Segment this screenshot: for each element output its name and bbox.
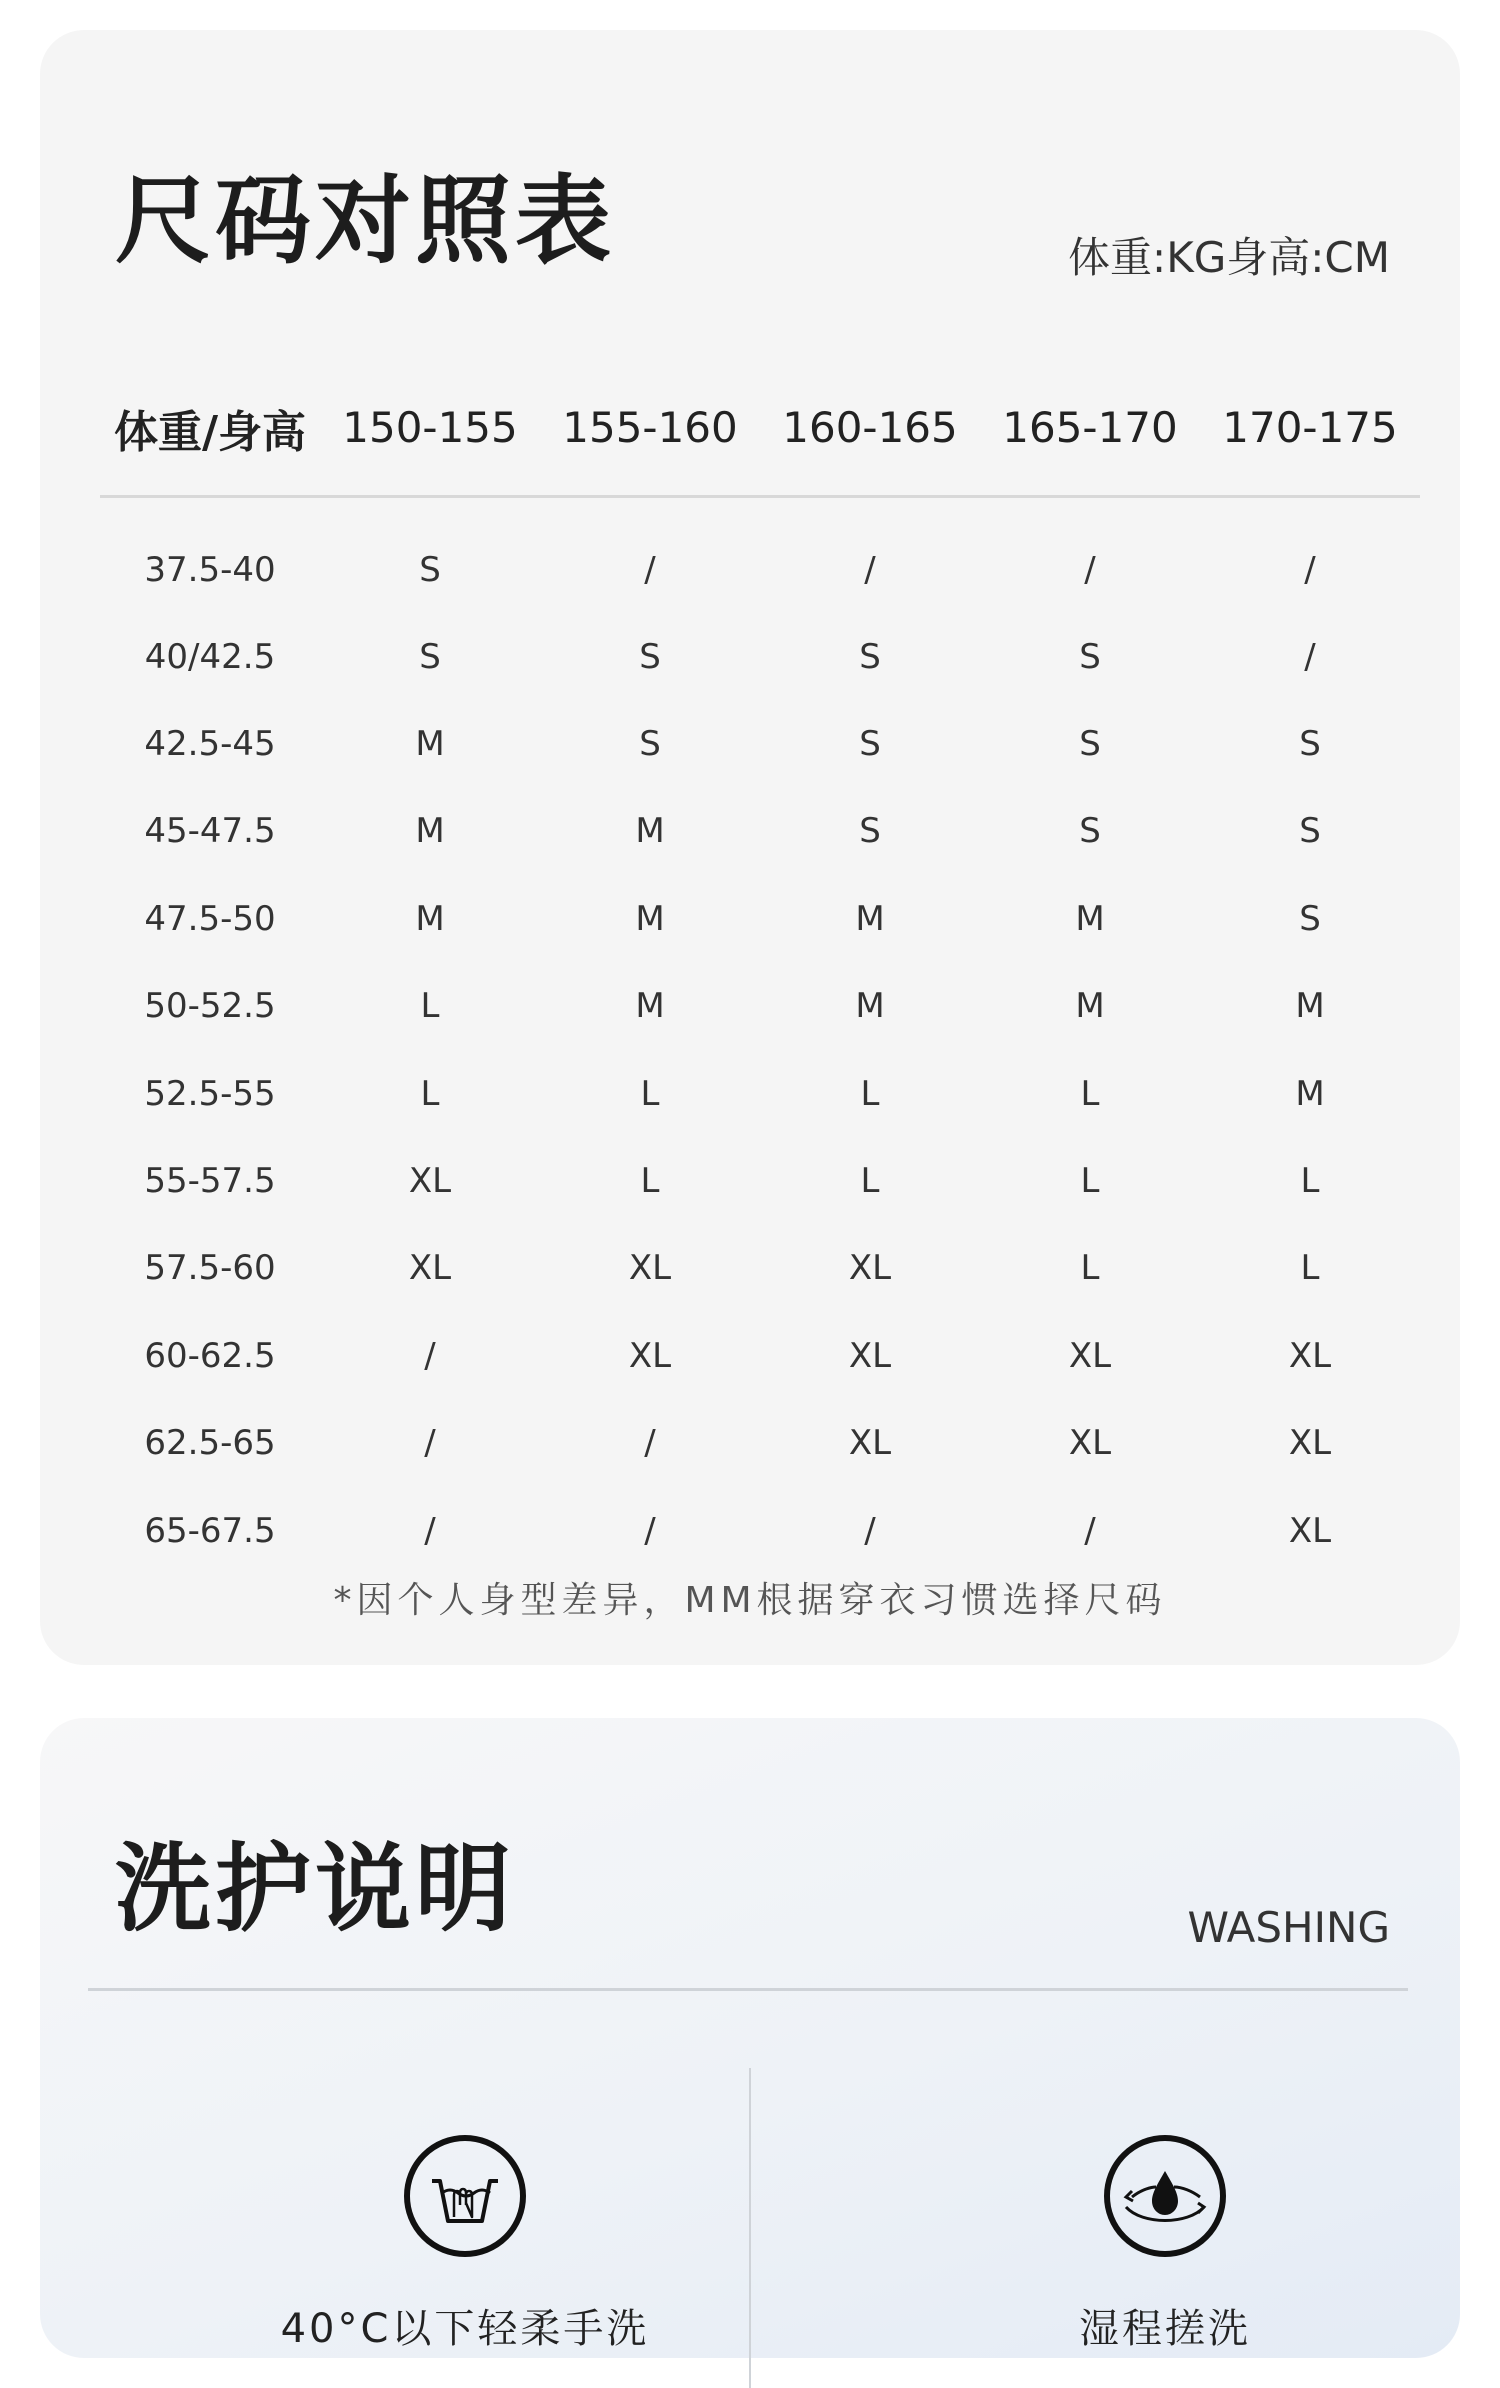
weight-cell: 62.5-65 <box>144 1423 276 1464</box>
table-row <box>100 963 1420 1050</box>
size-cell: / <box>864 1510 876 1551</box>
size-cell: M <box>415 811 445 852</box>
size-cell: L <box>860 1161 880 1202</box>
size-cell: XL <box>1288 1510 1332 1551</box>
care-item-hand-wash <box>255 2133 675 2354</box>
size-cell: XL <box>628 1335 672 1376</box>
size-cell: XL <box>408 1161 452 1202</box>
header-height-range: 155-160 <box>540 370 760 497</box>
header-height-range: 165-170 <box>980 370 1200 497</box>
size-cell: / <box>424 1510 436 1551</box>
size-cell: L <box>1080 1161 1100 1202</box>
size-cell: L <box>1300 1161 1320 1202</box>
table-row <box>100 1312 1420 1399</box>
size-cell: / <box>1084 1510 1096 1551</box>
size-cell: M <box>415 724 445 765</box>
size-cell: S <box>1299 811 1321 852</box>
weight-cell: 65-67.5 <box>144 1510 276 1551</box>
size-cell: S <box>1299 898 1321 939</box>
size-cell: XL <box>1068 1335 1112 1376</box>
weight-cell: 52.5-55 <box>144 1073 276 1114</box>
size-cell: M <box>635 811 665 852</box>
size-cell: S <box>1079 724 1101 765</box>
size-cell: S <box>419 549 441 590</box>
size-cell: XL <box>1288 1335 1332 1376</box>
size-cell: / <box>1084 549 1096 590</box>
weight-cell: 55-57.5 <box>144 1161 276 1202</box>
size-cell: S <box>639 724 661 765</box>
size-cell: M <box>1075 898 1105 939</box>
size-cell: S <box>1299 724 1321 765</box>
size-chart-card <box>40 30 1460 1665</box>
weight-cell: 57.5-60 <box>144 1248 276 1289</box>
size-cell: / <box>644 549 656 590</box>
size-cell: XL <box>1068 1423 1112 1464</box>
care-separator <box>749 2068 751 2388</box>
size-cell: / <box>644 1423 656 1464</box>
size-cell: S <box>419 636 441 677</box>
size-cell: XL <box>848 1248 892 1289</box>
size-cell: / <box>1304 549 1316 590</box>
size-cell: / <box>864 549 876 590</box>
size-cell: S <box>859 636 881 677</box>
table-row <box>100 1137 1420 1224</box>
size-chart-note: *因个人身型差异，MM根据穿衣习惯选择尺码 <box>333 1580 1167 1621</box>
size-cell: L <box>860 1073 880 1114</box>
header-height-range: 170-175 <box>1200 370 1420 497</box>
care-item-wet-dry <box>955 2133 1375 2354</box>
table-row <box>100 497 1420 614</box>
size-cell: M <box>855 986 885 1027</box>
header-height-range: 150-155 <box>320 370 540 497</box>
size-cell: L <box>420 986 440 1027</box>
table-row <box>100 1400 1420 1487</box>
size-cell: M <box>635 986 665 1027</box>
table-row <box>100 1050 1420 1137</box>
weight-cell: 42.5-45 <box>144 724 276 765</box>
size-cell: M <box>855 898 885 939</box>
weight-cell: 60-62.5 <box>144 1335 276 1376</box>
size-cell: / <box>644 1510 656 1551</box>
size-cell: M <box>1295 1073 1325 1114</box>
size-cell: M <box>635 898 665 939</box>
header-weight-height: 体重/身高 <box>100 370 320 497</box>
size-cell: M <box>1295 986 1325 1027</box>
size-cell: / <box>424 1335 436 1376</box>
table-row <box>100 788 1420 875</box>
size-cell: S <box>1079 811 1101 852</box>
washing-title: 洗护说明 <box>115 1833 515 1945</box>
size-cell: L <box>1080 1073 1100 1114</box>
size-cell: L <box>420 1073 440 1114</box>
table-row <box>100 1487 1420 1574</box>
header-height-range: 160-165 <box>760 370 980 497</box>
size-cell: L <box>1300 1248 1320 1289</box>
size-cell: L <box>640 1161 660 1202</box>
table-row <box>100 613 1420 700</box>
weight-cell: 37.5-40 <box>144 549 276 590</box>
size-cell: XL <box>1288 1423 1332 1464</box>
size-cell: S <box>859 724 881 765</box>
size-table-header-row <box>100 370 1420 497</box>
table-row <box>100 875 1420 962</box>
wet-dry-clean-icon <box>1102 2133 1228 2259</box>
size-cell: L <box>1080 1248 1100 1289</box>
size-cell: XL <box>848 1335 892 1376</box>
weight-cell: 47.5-50 <box>144 898 276 939</box>
size-cell: XL <box>848 1423 892 1464</box>
size-cell: S <box>639 636 661 677</box>
size-cell: S <box>859 811 881 852</box>
hand-wash-icon <box>402 2133 528 2259</box>
size-cell: M <box>1075 986 1105 1027</box>
size-chart-units: 体重:KG身高:CM <box>1068 233 1390 282</box>
weight-cell: 50-52.5 <box>144 986 276 1027</box>
washing-divider <box>88 1988 1408 1991</box>
washing-card <box>40 1718 1460 2358</box>
size-cell: L <box>640 1073 660 1114</box>
size-cell: XL <box>408 1248 452 1289</box>
size-cell: / <box>424 1423 436 1464</box>
size-cell: S <box>1079 636 1101 677</box>
table-row <box>100 700 1420 787</box>
size-cell: / <box>1304 636 1316 677</box>
washing-subtitle: WASHING <box>1187 1903 1390 1952</box>
weight-cell: 40/42.5 <box>144 636 276 677</box>
size-cell: M <box>415 898 445 939</box>
size-cell: XL <box>628 1248 672 1289</box>
table-row <box>100 1225 1420 1312</box>
size-chart-title: 尺码对照表 <box>115 165 615 277</box>
size-table <box>100 370 1420 1574</box>
care-label: 湿程搓洗 <box>1079 2306 1251 2352</box>
weight-cell: 45-47.5 <box>144 811 276 852</box>
care-label: 40°C以下轻柔手洗 <box>280 2306 650 2352</box>
